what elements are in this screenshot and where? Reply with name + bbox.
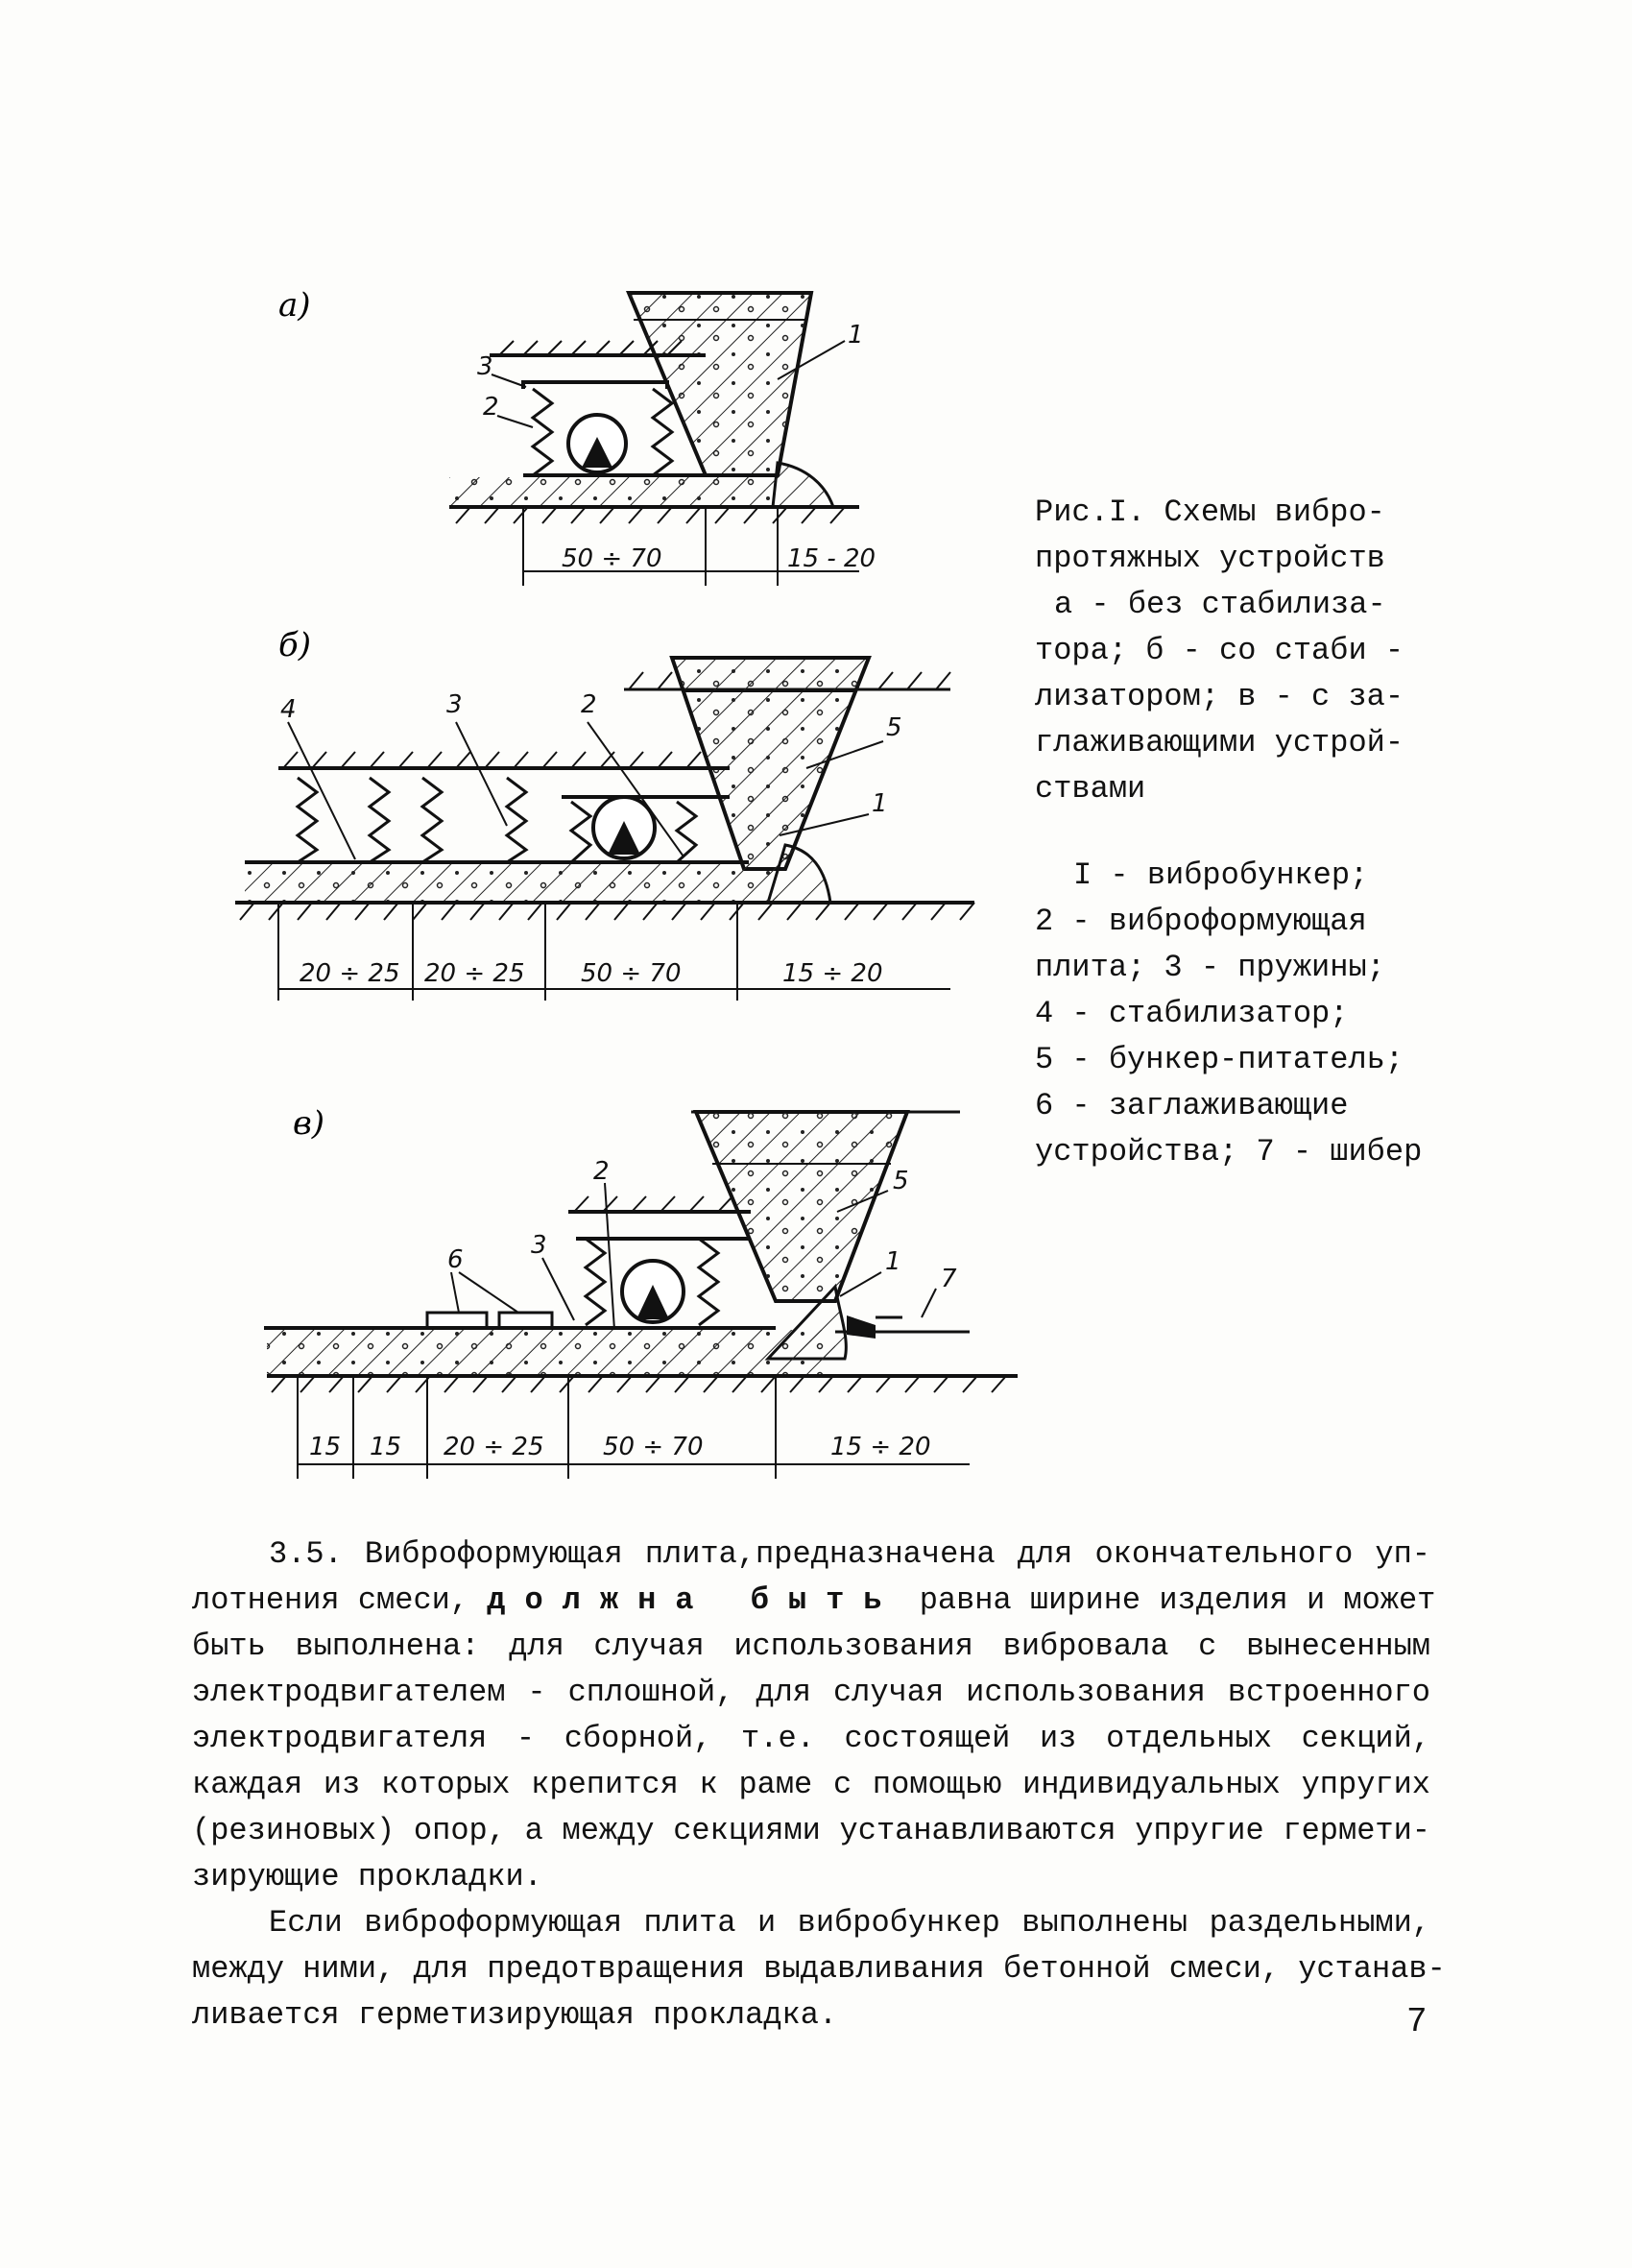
paragraph-line: электродвигателем - сплошной, для случая использования встроенного [192, 1675, 1430, 1710]
panel-a-callout-3: 3 [477, 352, 493, 381]
panel-v-dim-4: 50 ÷ 70 [603, 1433, 704, 1461]
caption-line: а - без стабилиза- [1054, 587, 1386, 622]
caption-line: глаживающими устрой- [1035, 725, 1404, 760]
legend-line: 4 - стабилизатор; [1035, 996, 1349, 1031]
legend-line: устройства; 7 - шибер [1035, 1134, 1423, 1170]
legend-line: 5 - бункер-питатель; [1035, 1042, 1404, 1077]
panel-v-label: в) [293, 1104, 325, 1143]
panel-a-callout-2: 2 [483, 393, 499, 422]
paragraph-line: Если виброформующая плита и вибробункер выполнены раздельными, [269, 1905, 1430, 1941]
panel-v-callout-5: 5 [893, 1167, 909, 1195]
panel-a-dim-1: 50 ÷ 70 [562, 544, 662, 573]
page-number: 7 [1406, 2002, 1428, 2041]
paragraph-line: электродвигателя - сборной, т.е. состоящей из отдельных секций, [192, 1721, 1430, 1756]
panel-v-dim-3: 20 ÷ 25 [444, 1433, 544, 1461]
paragraph-line: каждая из которых крепится к раме с помощью индивидуальных упругих [192, 1767, 1430, 1802]
panel-b-drawing [235, 658, 974, 1001]
paragraph-line: (резиновых) опор, а между секциями устанавливаются упругие гермети- [192, 1813, 1430, 1848]
body-text [192, 1532, 1446, 2039]
panel-b-dim-4: 15 ÷ 20 [782, 959, 883, 988]
panel-v-dim-2: 15 [370, 1433, 402, 1461]
paragraph-line: 3.5. Виброформующая плита,предназначена для окончательного уп- [269, 1536, 1430, 1572]
panel-v-callout-6: 6 [447, 1245, 464, 1274]
caption-line: Рис.I. Схемы вибро- [1035, 495, 1385, 530]
text-run: лотнения смеси, [192, 1582, 469, 1618]
panel-v-callout-7: 7 [941, 1265, 957, 1293]
panel-a-label: а) [278, 286, 311, 325]
text-run: равна ширине изделия и может [919, 1582, 1436, 1618]
caption-line: протяжных устройств [1035, 541, 1385, 576]
legend-line: 2 - виброформующая [1035, 904, 1367, 939]
panel-v-callout-3: 3 [531, 1231, 547, 1260]
panel-a-dim-2: 15 - 20 [787, 544, 876, 573]
caption-line: ствами [1035, 771, 1146, 807]
panel-v-dim-5: 15 ÷ 20 [830, 1433, 931, 1461]
panel-b-callout-1: 1 [872, 789, 888, 818]
paragraph-line: быть выполнена: для случая использования вибровала с вынесенным [192, 1629, 1430, 1664]
panel-b-callout-4: 4 [280, 695, 297, 724]
legend-line: плита; 3 - пружины; [1035, 950, 1385, 985]
panel-b-callout-2: 2 [581, 690, 597, 719]
panel-b-callout-5: 5 [886, 713, 902, 742]
panel-b-callout-3: 3 [446, 690, 463, 719]
panel-b-dim-1: 20 ÷ 25 [300, 959, 400, 988]
panel-v-drawing [264, 1112, 1018, 1479]
paragraph-line: между ними, для предотвращения выдавливания бетонной смеси, устанав- [192, 1951, 1446, 1987]
legend-line: I - вибробункер; [1073, 857, 1369, 893]
figure-caption [1035, 490, 1438, 812]
legend-line: 6 - заглаживающие [1035, 1088, 1349, 1123]
figure-legend [1035, 853, 1457, 1175]
panel-v-callout-2: 2 [593, 1157, 610, 1186]
panel-v-callout-1: 1 [885, 1247, 901, 1276]
panel-a-callout-1: 1 [848, 321, 864, 350]
paragraph-line: зирующие прокладки. [192, 1859, 542, 1894]
panel-a-drawing [449, 293, 876, 586]
panel-v-dim-1: 15 [309, 1433, 342, 1461]
panel-b-dim-3: 50 ÷ 70 [581, 959, 682, 988]
caption-line: тора; б - со стаби - [1035, 633, 1404, 668]
panel-b-label: б) [278, 626, 312, 664]
caption-line: лизатором; в - с за- [1035, 679, 1404, 714]
emphasized-text: должна быть [487, 1582, 901, 1618]
paragraph-line [192, 1578, 1436, 1624]
panel-b-dim-2: 20 ÷ 25 [424, 959, 525, 988]
paragraph-line: ливается герметизирующая прокладка. [192, 1997, 838, 2033]
